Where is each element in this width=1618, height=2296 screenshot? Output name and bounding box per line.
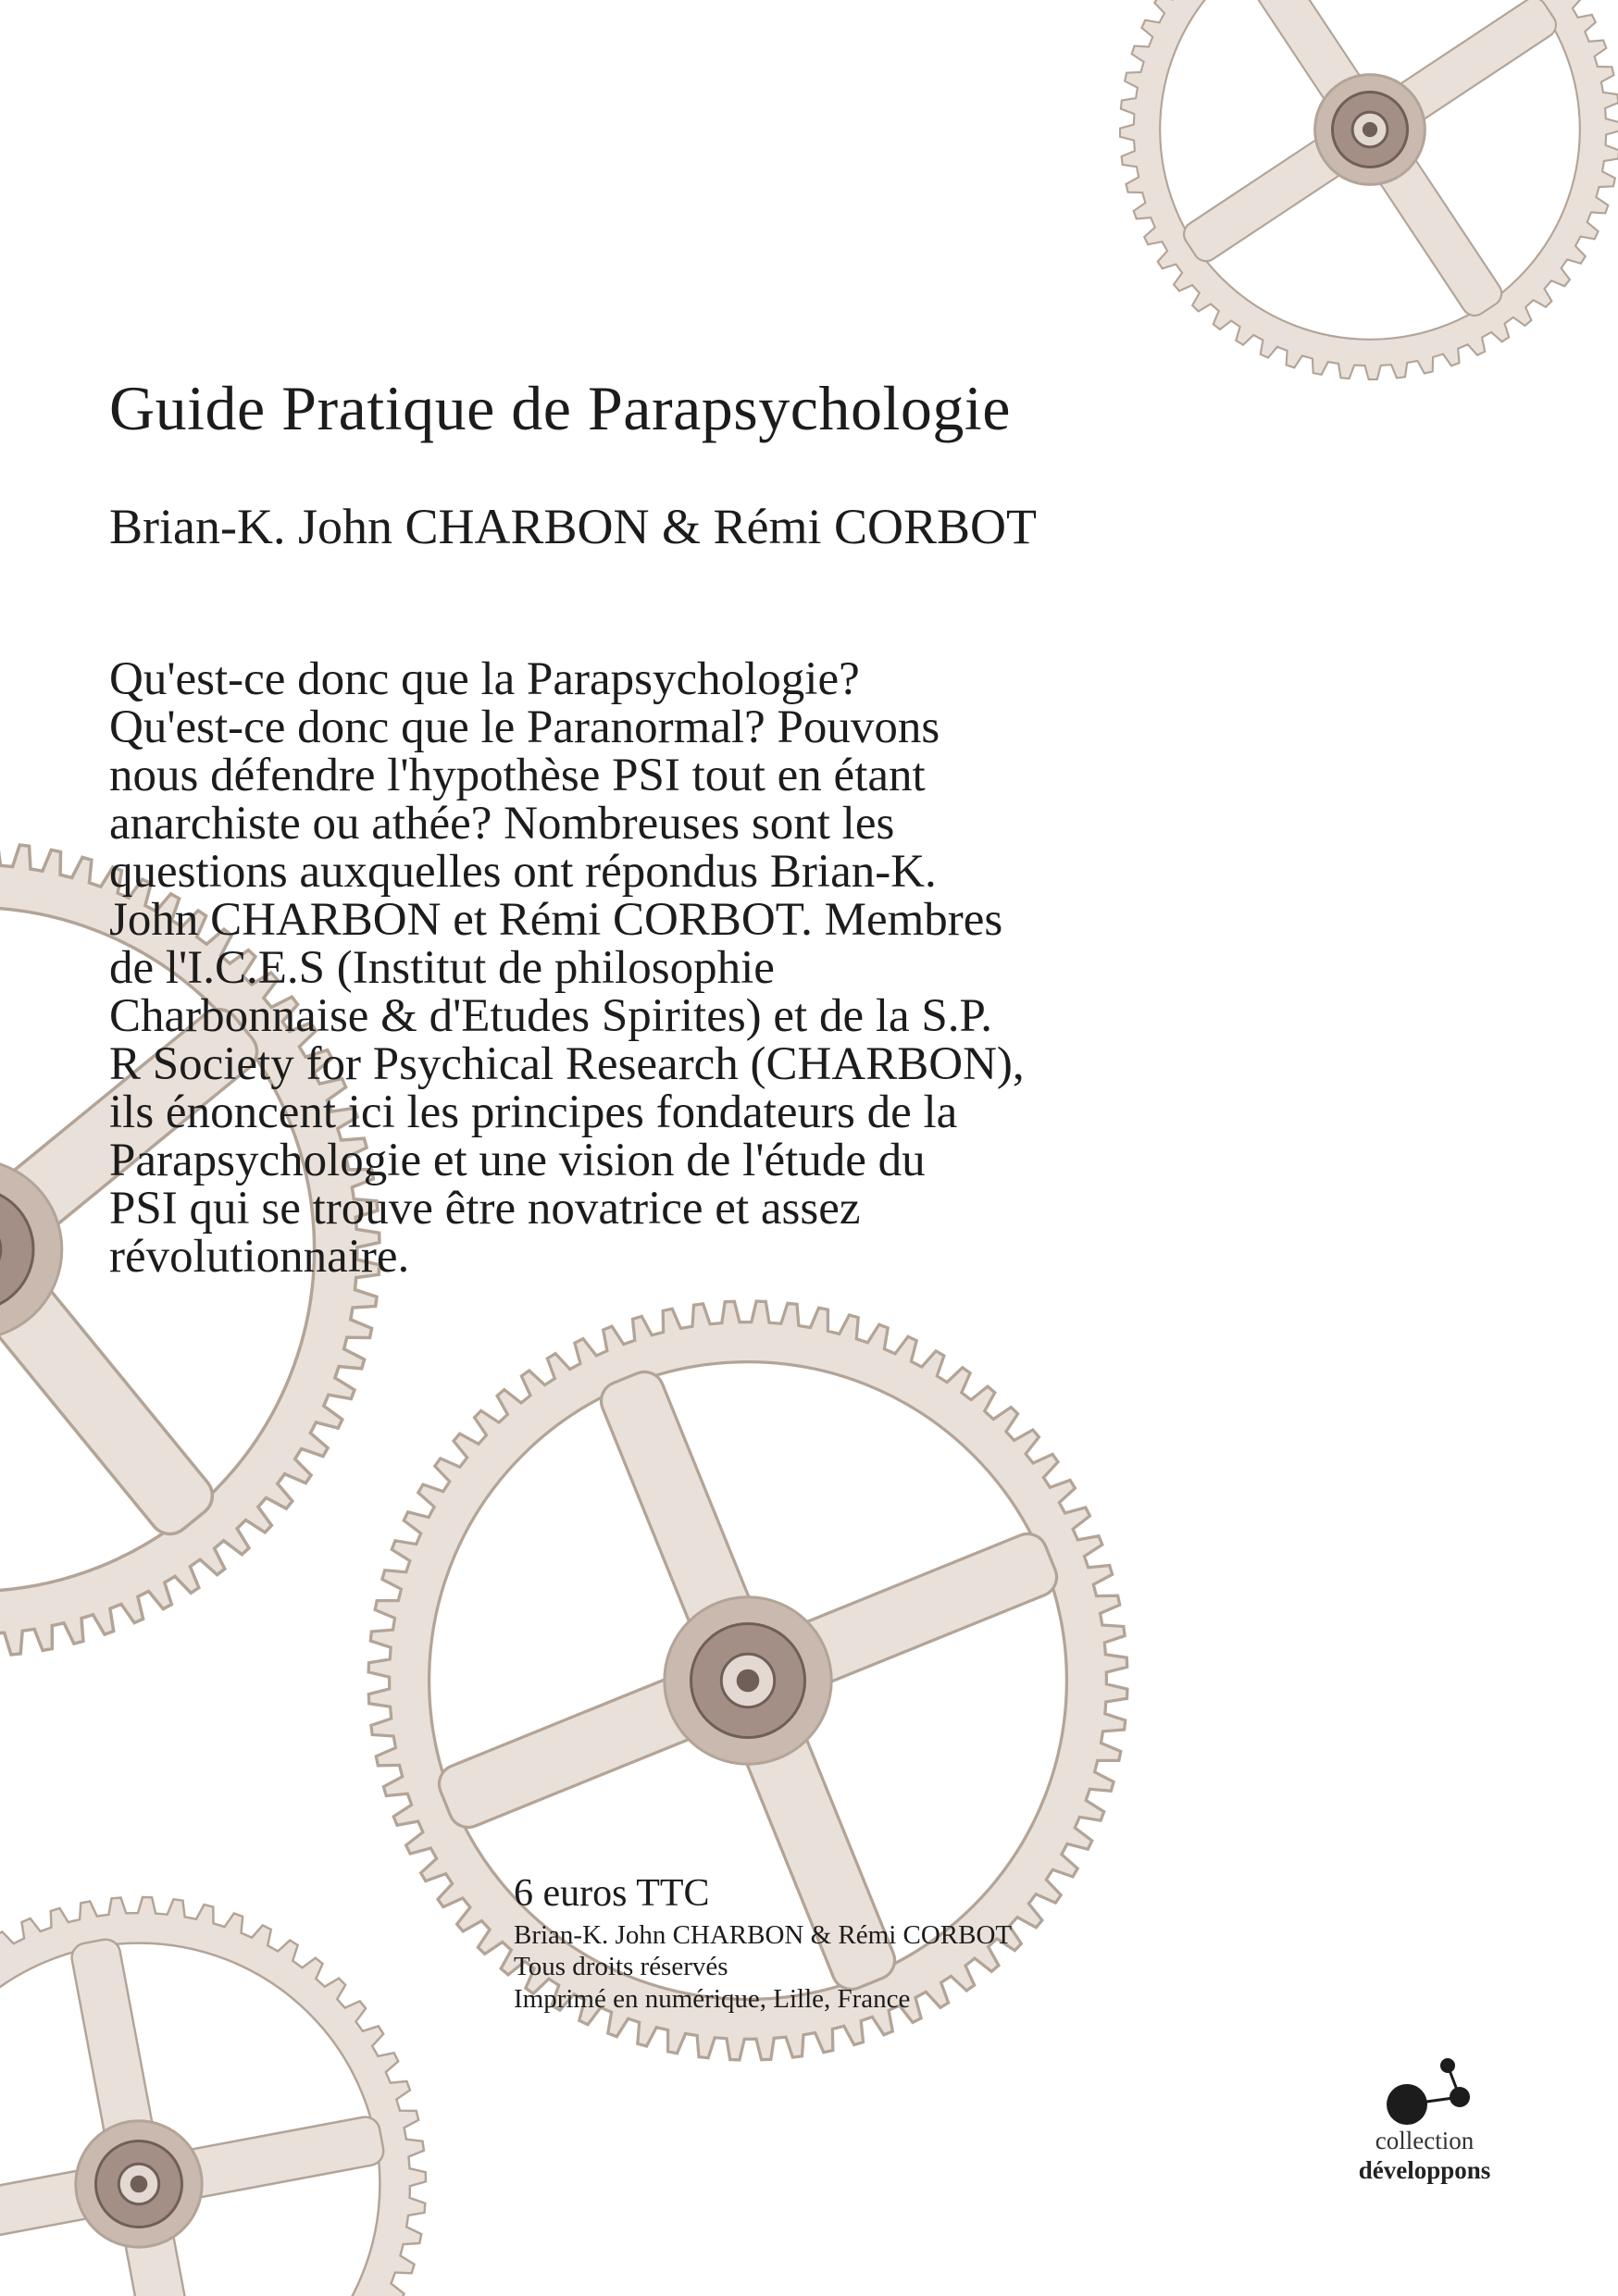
- gear-illustration-bottom-left: [0, 1888, 435, 2296]
- book-title: Guide Pratique de Parapsychologie: [109, 373, 1011, 443]
- colophon-printing: Imprimé en numérique, Lille, France: [514, 1984, 911, 2014]
- publisher-logo-icon: [1370, 2053, 1490, 2127]
- colophon-authors: Brian-K. John CHARBON & Rémi CORBOT: [514, 1920, 1013, 1950]
- book-summary: Qu'est-ce donc que la Parapsychologie? Qu'est-ce donc que le Paranormal? Pouvons nous défendre l'hypothèse PSI tout en étant anarchiste ou athée? Nombreuses sont les questions auxquelles ont répondus Brian-K. John CHARBON et Rémi CORBOT. Membres de l'I.C.E.S (Institut de philosophie Charbonnaise & d'Etudes Spirites) et de la S.P. R Society for Psychical Research (CHARBON), ils énoncent ici les principes fondateurs de la Parapsychologie et une vision de l'étude du PSI qui se trouve être novatrice et assez révolutionnaire.: [109, 653, 1025, 1283]
- price-label: 6 euros TTC: [514, 1872, 710, 1915]
- gear-wheel: [0, 1897, 426, 2296]
- publisher-collection-label: collection: [1375, 2127, 1475, 2154]
- colophon-rights: Tous droits réservés: [514, 1952, 728, 1981]
- gear-wheel: [1120, 0, 1618, 379]
- gear-illustration-top-right: [1111, 0, 1618, 389]
- publisher-name: développons: [1358, 2156, 1491, 2184]
- gear-illustration-center: [359, 1292, 1137, 2069]
- book-authors: Brian-K. John CHARBON & Rémi CORBOT: [109, 499, 1038, 554]
